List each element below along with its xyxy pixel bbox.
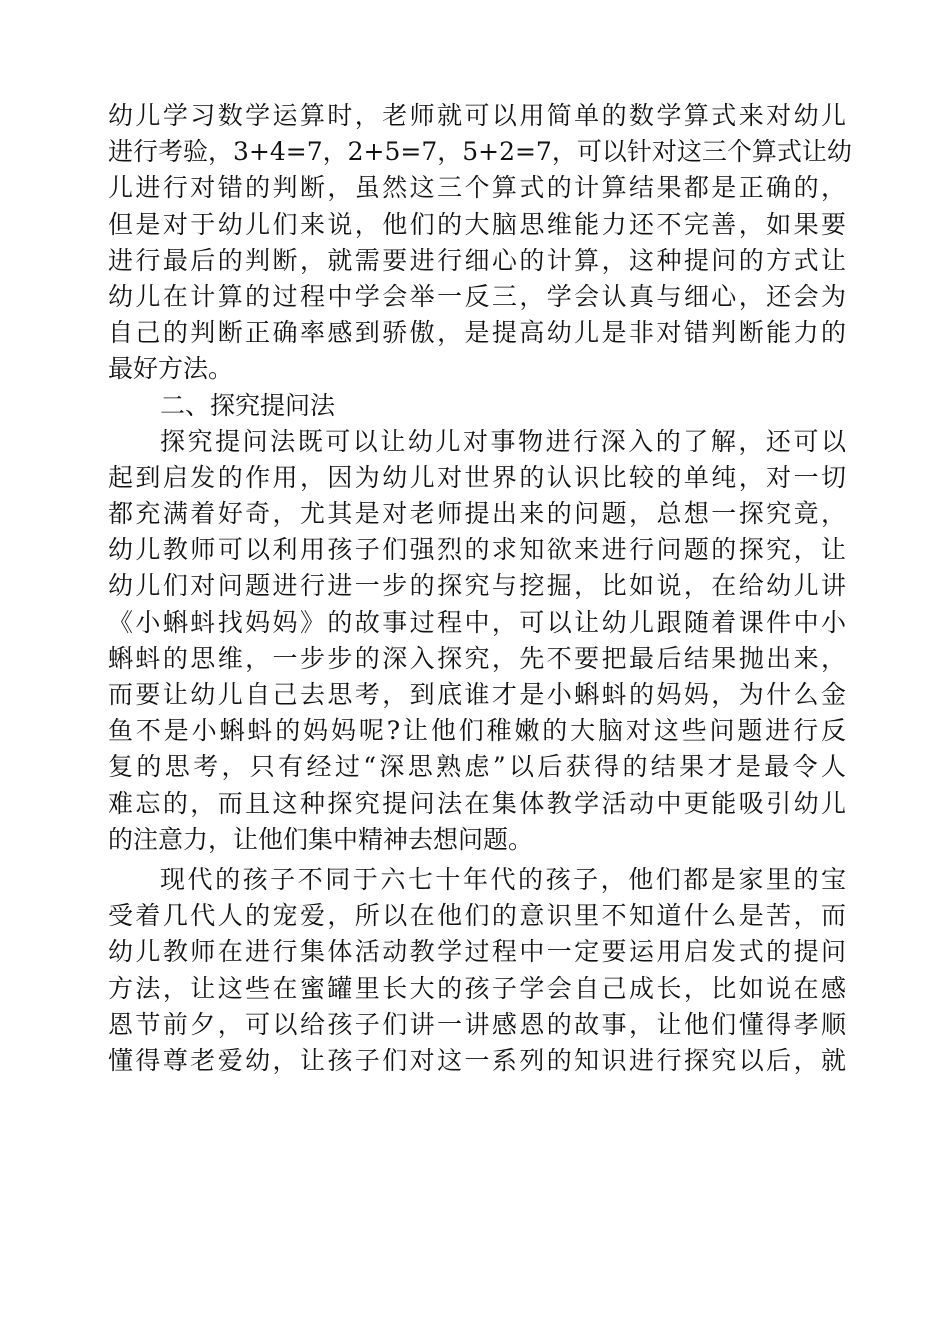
text-line: 探究提问法既可以让幼儿对事物进行深入的了解，还可以 bbox=[160, 426, 846, 456]
document-page bbox=[108, 98, 852, 1079]
paragraph-modern-children bbox=[108, 862, 846, 1079]
text-line: 儿进行对错的判断，虽然这三个算式的计算结果都是正确的， bbox=[108, 173, 846, 203]
text-line: 鱼不是小蝌蚪的妈妈呢?让他们稚嫩的大脑对这些问题进行反 bbox=[108, 716, 846, 746]
text-line: 幼儿教师可以利用孩子们强烈的求知欲来进行问题的探究，让 bbox=[108, 535, 846, 565]
text-line: 现代的孩子不同于六七十年代的孩子，他们都是家里的宝 bbox=[160, 864, 846, 894]
text-line: 幼儿们对问题进行进一步的探究与挖掘，比如说，在给幼儿讲 bbox=[108, 571, 846, 601]
text-line: 复的思考，只有经过“深思熟虑”以后获得的结果才是最令人 bbox=[108, 752, 846, 782]
text-line: 《小蝌蚪找妈妈》的故事过程中，可以让幼儿跟随着课件中小 bbox=[108, 607, 846, 637]
paragraph-math-questions bbox=[108, 98, 852, 388]
text-line: 受着几代人的宠爱，所以在他们的意识里不知道什么是苦，而 bbox=[108, 901, 846, 931]
text-line: 但是对于幼儿们来说，他们的大脑思维能力还不完善，如果要 bbox=[108, 209, 846, 239]
text-line: 都充满着好奇，尤其是对老师提出来的问题，总想一探究竟， bbox=[108, 499, 846, 529]
section-heading: 二、探究提问法 bbox=[160, 390, 336, 420]
text-line: 最好方法。 bbox=[108, 354, 234, 384]
text-line: 起到启发的作用，因为幼儿对世界的认识比较的单纯，对一切 bbox=[108, 462, 846, 492]
text-line: 幼儿教师在进行集体活动教学过程中一定要运用启发式的提问 bbox=[108, 937, 846, 967]
text-line: 的注意力，让他们集中精神去想问题。 bbox=[108, 824, 534, 854]
text-line: 恩节前夕，可以给孩子们讲一讲感恩的故事，让他们懂得孝顺 bbox=[108, 1009, 846, 1039]
text-line: 蝌蚪的思维，一步步的深入探究，先不要把最后结果抛出来， bbox=[108, 643, 846, 673]
paragraph-inquiry-method bbox=[108, 424, 846, 858]
text-line: 方法，让这些在蜜罐里长大的孩子学会自己成长，比如说在感 bbox=[108, 973, 846, 1003]
text-line: 进行最后的判断，就需要进行细心的计算，这种提问的方式让 bbox=[108, 245, 846, 275]
text-line: 而要让幼儿自己去思考，到底谁才是小蝌蚪的妈妈，为什么金 bbox=[108, 680, 846, 709]
text-line: 自己的判断正确率感到骄傲，是提高幼儿是非对错判断能力的 bbox=[108, 318, 846, 348]
text-line: 幼儿在计算的过程中学会举一反三，学会认真与细心，还会为 bbox=[108, 281, 846, 311]
text-line: 难忘的，而且这种探究提问法在集体教学活动中更能吸引幼儿 bbox=[108, 788, 846, 818]
text-line: 进行考验，3+4=7，2+5=7，5+2=7，可以针对这三个算式让幼 bbox=[108, 137, 852, 167]
text-line: 幼儿学习数学运算时，老师就可以用简单的数学算式来对幼儿 bbox=[108, 101, 846, 130]
text-line: 懂得尊老爱幼，让孩子们对这一系列的知识进行探究以后，就 bbox=[108, 1045, 846, 1075]
